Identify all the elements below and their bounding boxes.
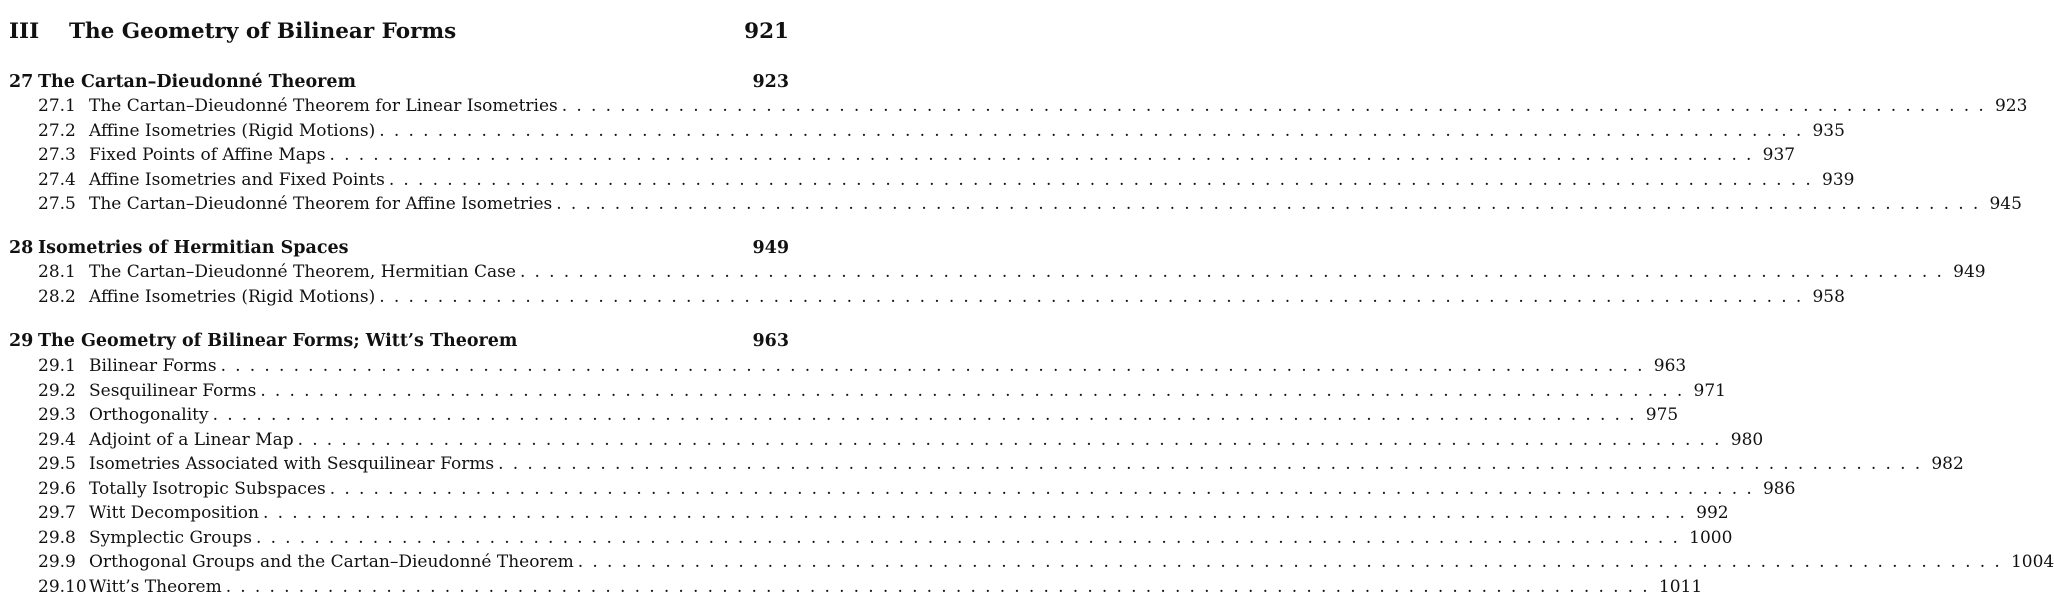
section-page-number: 986 bbox=[1762, 478, 1796, 499]
dot-leader: .................................................................................................. bbox=[262, 503, 1695, 523]
section-title: Bilinear Forms bbox=[89, 356, 217, 376]
section-number: 27.5 bbox=[38, 194, 76, 214]
toc-entry bbox=[38, 454, 1964, 478]
section-page-number: 937 bbox=[1762, 145, 1796, 165]
chapter-heading bbox=[9, 331, 789, 355]
chapter-title: The Geometry of Bilinear Forms; Witt’s Theorem bbox=[38, 331, 518, 351]
dot-leader: .................................................................................................. bbox=[498, 454, 1930, 474]
section-title: Affine Isometries and Fixed Points bbox=[89, 169, 385, 190]
section-title: The Cartan–Dieudonné Theorem for Affine Isometries bbox=[89, 194, 553, 214]
section-title: The Cartan–Dieudonné Theorem for Linear Isometries bbox=[89, 96, 558, 116]
dot-leader: .................................................................................................. bbox=[329, 478, 1761, 499]
toc-entry bbox=[38, 169, 1855, 194]
section-number: 28.1 bbox=[38, 262, 76, 282]
dot-leader: .................................................................................................. bbox=[212, 405, 1644, 425]
part-number: III bbox=[9, 19, 40, 44]
toc-entry bbox=[38, 380, 1726, 405]
section-title: Totally Isotropic Subspaces bbox=[89, 478, 326, 499]
chapter-title: Isometries of Hermitian Spaces bbox=[38, 238, 349, 258]
section-page-number: 982 bbox=[1931, 454, 1964, 474]
toc-entry bbox=[38, 96, 2028, 120]
section-number: 28.2 bbox=[38, 286, 76, 307]
chapter-number: 27 bbox=[9, 72, 34, 92]
section-title: Affine Isometries (Rigid Motions) bbox=[89, 120, 376, 141]
section-title: Fixed Points of Affine Maps bbox=[89, 145, 326, 165]
chapter-page-number: 949 bbox=[752, 238, 789, 258]
section-number: 27.4 bbox=[38, 169, 76, 190]
chapter-number: 28 bbox=[9, 238, 34, 258]
section-number: 27.1 bbox=[38, 96, 76, 116]
dot-leader: .................................................................................................. bbox=[519, 262, 1952, 282]
toc-entry bbox=[38, 356, 1687, 380]
chapter-title: The Cartan–Dieudonné Theorem bbox=[38, 72, 357, 92]
section-title: Sesquilinear Forms bbox=[89, 380, 257, 401]
toc-entry bbox=[38, 478, 1796, 503]
chapter-heading bbox=[9, 72, 789, 96]
section-page-number: 975 bbox=[1645, 405, 1679, 425]
section-number: 29.5 bbox=[38, 454, 76, 474]
section-number: 27.3 bbox=[38, 145, 76, 165]
dot-leader: .................................................................................................. bbox=[388, 169, 1820, 190]
toc-entry bbox=[38, 429, 1764, 454]
section-number: 29.1 bbox=[38, 356, 76, 376]
chapter-page-number: 963 bbox=[752, 331, 789, 351]
toc-entry bbox=[38, 262, 1986, 286]
part-page-number: 921 bbox=[744, 19, 789, 44]
section-title: Isometries Associated with Sesquilinear Forms bbox=[89, 454, 495, 474]
toc-entry bbox=[38, 503, 1729, 527]
chapter-page-number: 923 bbox=[752, 72, 789, 92]
dot-leader: .................................................................................................. bbox=[297, 429, 1729, 450]
toc-entry bbox=[38, 145, 1796, 169]
section-page-number: 1011 bbox=[1658, 576, 1703, 597]
section-page-number: 980 bbox=[1730, 429, 1764, 450]
section-number: 27.2 bbox=[38, 120, 76, 141]
section-page-number: 923 bbox=[1994, 96, 2028, 116]
section-number: 29.4 bbox=[38, 429, 76, 450]
dot-leader: .................................................................................................. bbox=[556, 194, 1988, 214]
toc-entry bbox=[38, 286, 1845, 311]
section-page-number: 958 bbox=[1812, 286, 1845, 307]
toc-entry bbox=[38, 194, 2022, 218]
section-title: Symplectic Groups bbox=[89, 527, 252, 548]
section-title: Affine Isometries (Rigid Motions) bbox=[89, 286, 376, 307]
toc-entry bbox=[38, 576, 1703, 601]
section-title: Witt’s Theorem bbox=[89, 576, 222, 597]
part-title: The Geometry of Bilinear Forms bbox=[69, 19, 457, 44]
toc-entry bbox=[38, 552, 2054, 576]
section-number: 29.10 bbox=[38, 576, 87, 597]
section-number: 29.8 bbox=[38, 527, 76, 548]
dot-leader: .................................................................................................. bbox=[225, 576, 1657, 597]
section-title: Orthogonality bbox=[89, 405, 209, 425]
section-page-number: 939 bbox=[1822, 169, 1855, 190]
dot-leader: .................................................................................................. bbox=[220, 356, 1652, 376]
section-page-number: 935 bbox=[1812, 120, 1845, 141]
section-number: 29.3 bbox=[38, 405, 76, 425]
section-page-number: 1004 bbox=[2010, 552, 2054, 572]
section-page-number: 963 bbox=[1653, 356, 1687, 376]
toc-entry bbox=[38, 527, 1733, 552]
section-page-number: 1000 bbox=[1689, 527, 1733, 548]
dot-leader: .................................................................................................. bbox=[260, 380, 1692, 401]
section-page-number: 949 bbox=[1953, 262, 1986, 282]
toc-entry bbox=[38, 120, 1845, 145]
section-page-number: 971 bbox=[1693, 380, 1726, 401]
section-number: 29.9 bbox=[38, 552, 76, 572]
section-number: 29.6 bbox=[38, 478, 76, 499]
dot-leader: .................................................................................................. bbox=[561, 96, 1993, 116]
section-number: 29.7 bbox=[38, 503, 76, 523]
chapter-number: 29 bbox=[9, 331, 34, 351]
dot-leader: .................................................................................................. bbox=[255, 527, 1688, 548]
section-title: Orthogonal Groups and the Cartan–Dieudonné Theorem bbox=[89, 552, 574, 572]
dot-leader: .................................................................................................. bbox=[329, 145, 1761, 165]
toc-entry bbox=[38, 405, 1679, 429]
chapter-heading bbox=[9, 238, 789, 262]
section-title: The Cartan–Dieudonné Theorem, Hermitian Case bbox=[89, 262, 516, 282]
dot-leader: .................................................................................................. bbox=[379, 286, 1811, 307]
section-title: Adjoint of a Linear Map bbox=[89, 429, 294, 450]
section-title: Witt Decomposition bbox=[89, 503, 259, 523]
dot-leader: .................................................................................................. bbox=[379, 120, 1811, 141]
dot-leader: .................................................................................................. bbox=[577, 552, 2009, 572]
section-number: 29.2 bbox=[38, 380, 76, 401]
part-heading bbox=[9, 19, 789, 53]
section-page-number: 945 bbox=[1989, 194, 2022, 214]
section-page-number: 992 bbox=[1696, 503, 1729, 523]
